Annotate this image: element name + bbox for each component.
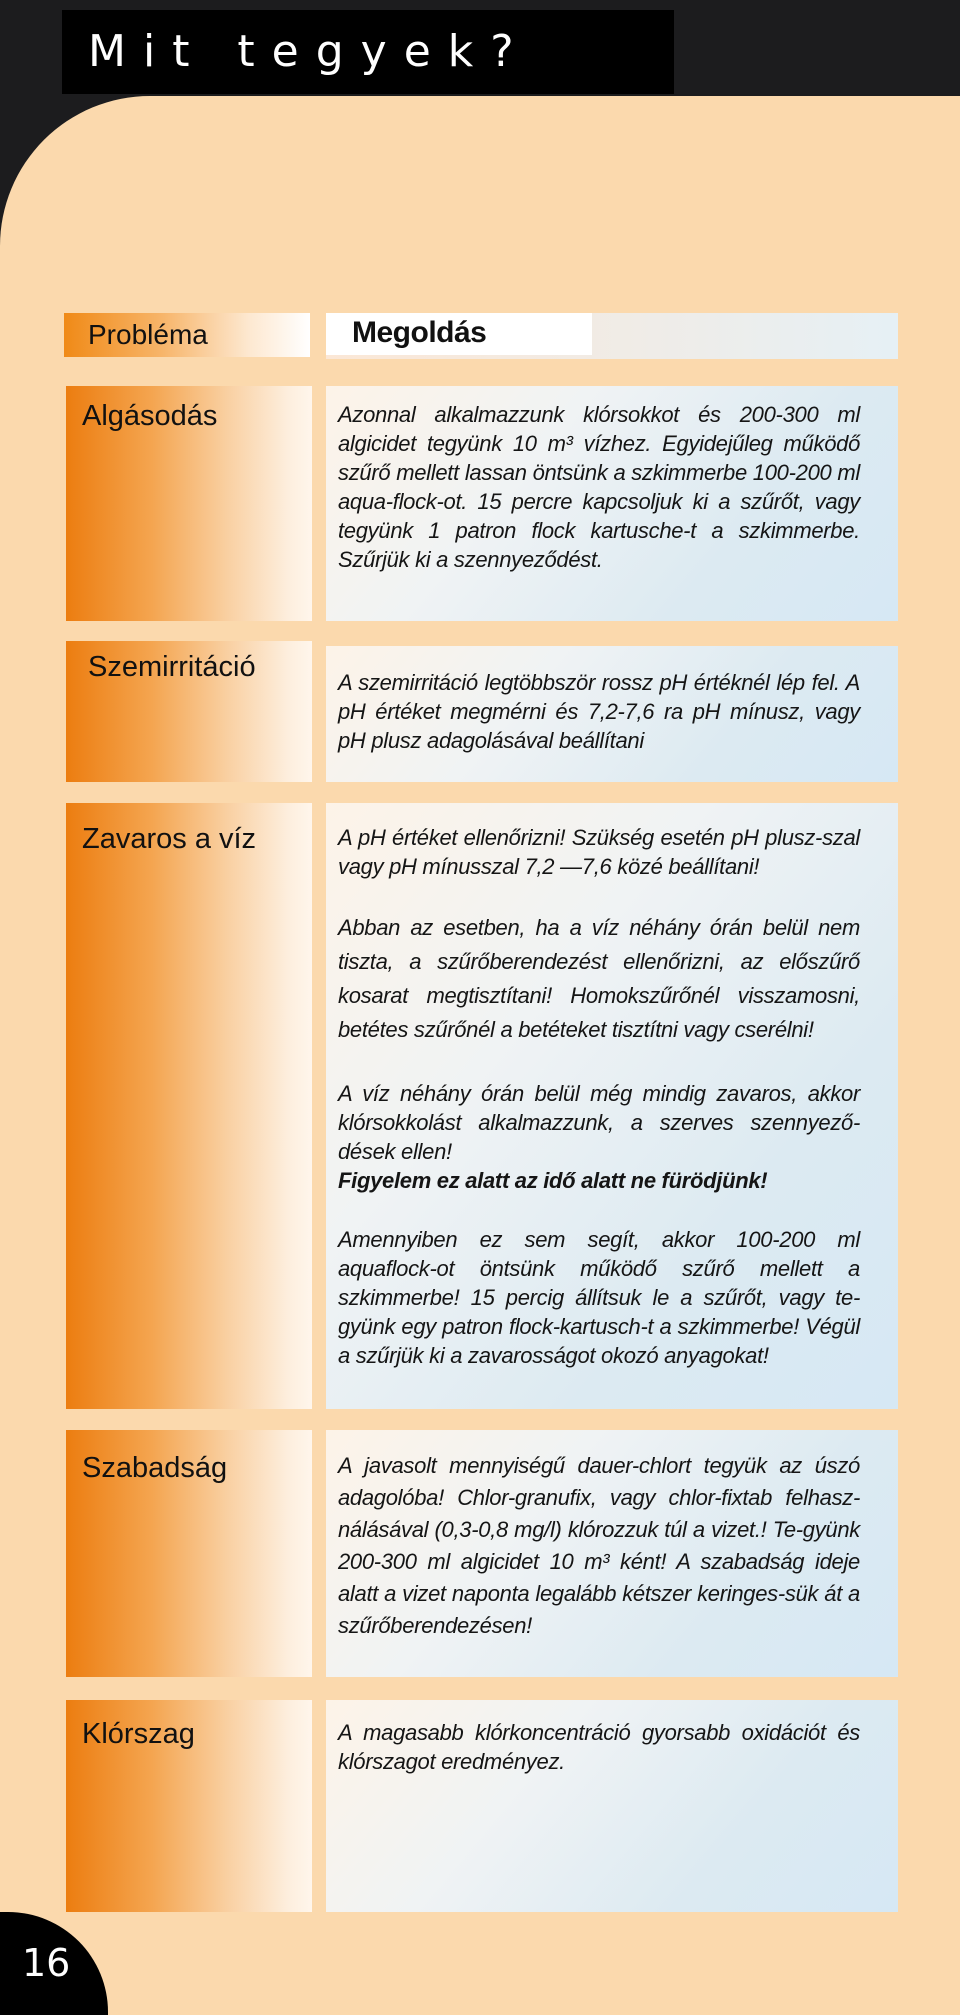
problem-label: Algásodás: [82, 400, 218, 432]
solution-text: Amennyiben ez sem segít, akkor 100-200 ml aquaflock-ot öntsünk működő szűrő mellett a szkimmerbe! 15 percig állítsuk le a szűrőt, vagy te-gyünk egy patron flock-kartusch-t a szkimmerbe! Végül a szűrjük ki a zavarosságot okozó anyagokat!: [338, 1227, 860, 1368]
solution-cell-chlorine-smell: [326, 1700, 898, 1912]
solution-text: A szemirritáció legtöbbször rossz pH értéknél lép fel. A pH értéket megmérni és 7,2-7,6 ra pH mínusz, vagy pH plusz adagolásával beállítani: [338, 670, 860, 753]
problem-cell-vacation: [66, 1430, 312, 1677]
solution-text: A magasabb klórkoncentráció gyorsabb oxidációt és klórszagot eredményez.: [338, 1720, 860, 1774]
solution-cell-vacation: [326, 1430, 898, 1677]
page-number: 16: [0, 1912, 108, 2015]
solution-column-header: Megoldás: [326, 313, 592, 355]
problem-label: Klórszag: [82, 1718, 195, 1750]
solution-cell-cloudy-water: [326, 803, 898, 1409]
problem-column-header: Probléma: [64, 313, 310, 357]
problem-cell-algae: [66, 386, 312, 621]
solution-text: Abban az esetben, ha a víz néhány órán belül nem tiszta, a szűrőberendezést ellenőrizni, az előszűrő kosarat megtisztítani! Homokszűrőnél visszamosni, betétes szűrőnél a betéteket tisztítni vagy cserélni!: [338, 915, 860, 1042]
solution-column-header-bar: [326, 313, 898, 359]
solution-text: A pH értéket ellenőrizni! Szükség esetén pH plusz-szal vagy pH mínusszal 7,2 —7,6 közé beállítani!: [338, 825, 860, 879]
solution-text: A víz néhány órán belül még mindig zavaros, akkor klórsokkolást alkalmazzunk, a szerves szennyező-dések ellen!: [338, 1081, 860, 1164]
solution-warning-text: Figyelem ez alatt az idő alatt ne fürödjünk!: [338, 1168, 768, 1193]
problem-cell-cloudy-water: [66, 803, 312, 1409]
problem-cell-eye-irritation: [66, 641, 312, 782]
problem-label: Szemirritáció: [88, 651, 256, 683]
solution-cell-algae: [326, 386, 898, 621]
problem-label: Szabadság: [82, 1452, 228, 1484]
problem-label: Zavaros a víz: [82, 823, 257, 855]
problem-cell-chlorine-smell: [66, 1700, 312, 1912]
page-title: Mit tegyek?: [62, 10, 674, 94]
solution-cell-eye-irritation: [326, 646, 898, 782]
solution-text: A javasolt mennyiségű dauer-chlort tegyük az úszó adagolóba! Chlor-granufix, vagy chlor-fixtab felhasz-nálásával (0,3-0,8 mg/l) klórozzuk túl a vizet.! Te-gyünk 200-300 ml algicidet 10 m³ ként! A szabadság ideje alatt a vizet naponta legalább kétszer keringes-sük át a szűrőberendezésen!: [338, 1453, 860, 1638]
solution-text: Azonnal alkalmazzunk klórsokkot és 200-300 ml algicidet tegyünk 10 m³ vízhez. Egyidejűleg működő szűrő mellett lassan öntsünk a szkimmerbe 100-200 ml aqua-flock-ot. 15 percre kapcsoljuk ki a szűrőt, vagy tegyünk 1 patron flock kartusche-t a szkimmerbe. Szűrjük ki a szennyeződést.: [338, 402, 860, 572]
